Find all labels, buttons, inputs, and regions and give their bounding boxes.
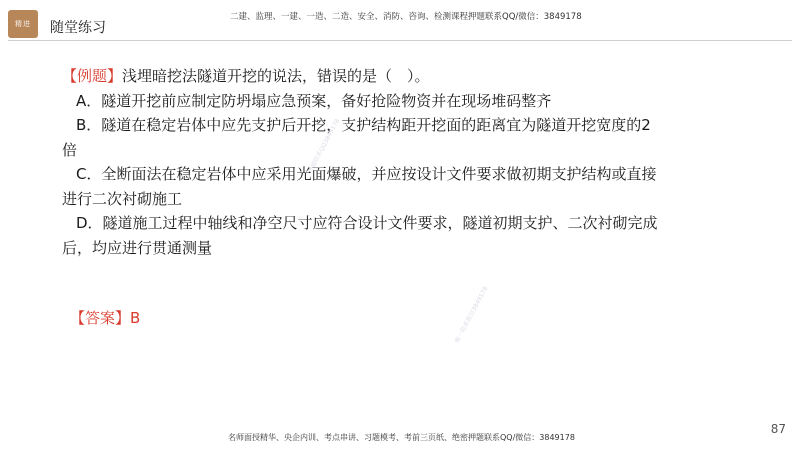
- watermark-1: 押题联系QQ3849178: [306, 117, 342, 175]
- question-text: 浅埋暗挖法隧道开挖的说法，错误的是（ ）。: [122, 67, 430, 85]
- header-promo-text: 二建、监理、一建、一造、二造、安全、消防、咨询、检测课程押题联系QQ/微信：3849178: [230, 12, 582, 22]
- option-b: B．隧道在稳定岩体中应先支护后开挖，支护结构距开挖面的距离宜为隧道开挖宽度的2倍: [62, 116, 651, 159]
- answer-text: 【答案】B: [70, 309, 141, 327]
- page-number: 87: [770, 422, 786, 436]
- logo-text: 精进: [15, 20, 31, 28]
- brand-logo: [8, 10, 38, 38]
- option-a: A．隧道开挖前应制定防坍塌应急预案，备好抢险物资并在现场堆码整齐: [76, 91, 552, 110]
- section-title: 随堂练习: [50, 20, 106, 36]
- question-block: [62, 64, 662, 260]
- footer-promo-text: 名师面授精华、央企内训、考点串讲、习题模考、考前三页纸、绝密押题联系QQ/微信：3849178: [228, 433, 575, 442]
- option-c: C．全断面法在稳定岩体中应采用光面爆破，并应按设计文件要求做初期支护结构或直接进行二次衬砌施工: [62, 165, 657, 208]
- question-stem: [62, 64, 662, 89]
- watermark-2: 唯一联系微信3849178: [453, 285, 490, 345]
- option-d: D．隧道施工过程中轴线和净空尺寸应符合设计文件要求，隧道初期支护、二次衬砌完成后，均应进行贯通测量: [62, 214, 658, 257]
- header-divider: [8, 40, 792, 41]
- question-tag: 【例题】: [62, 67, 123, 85]
